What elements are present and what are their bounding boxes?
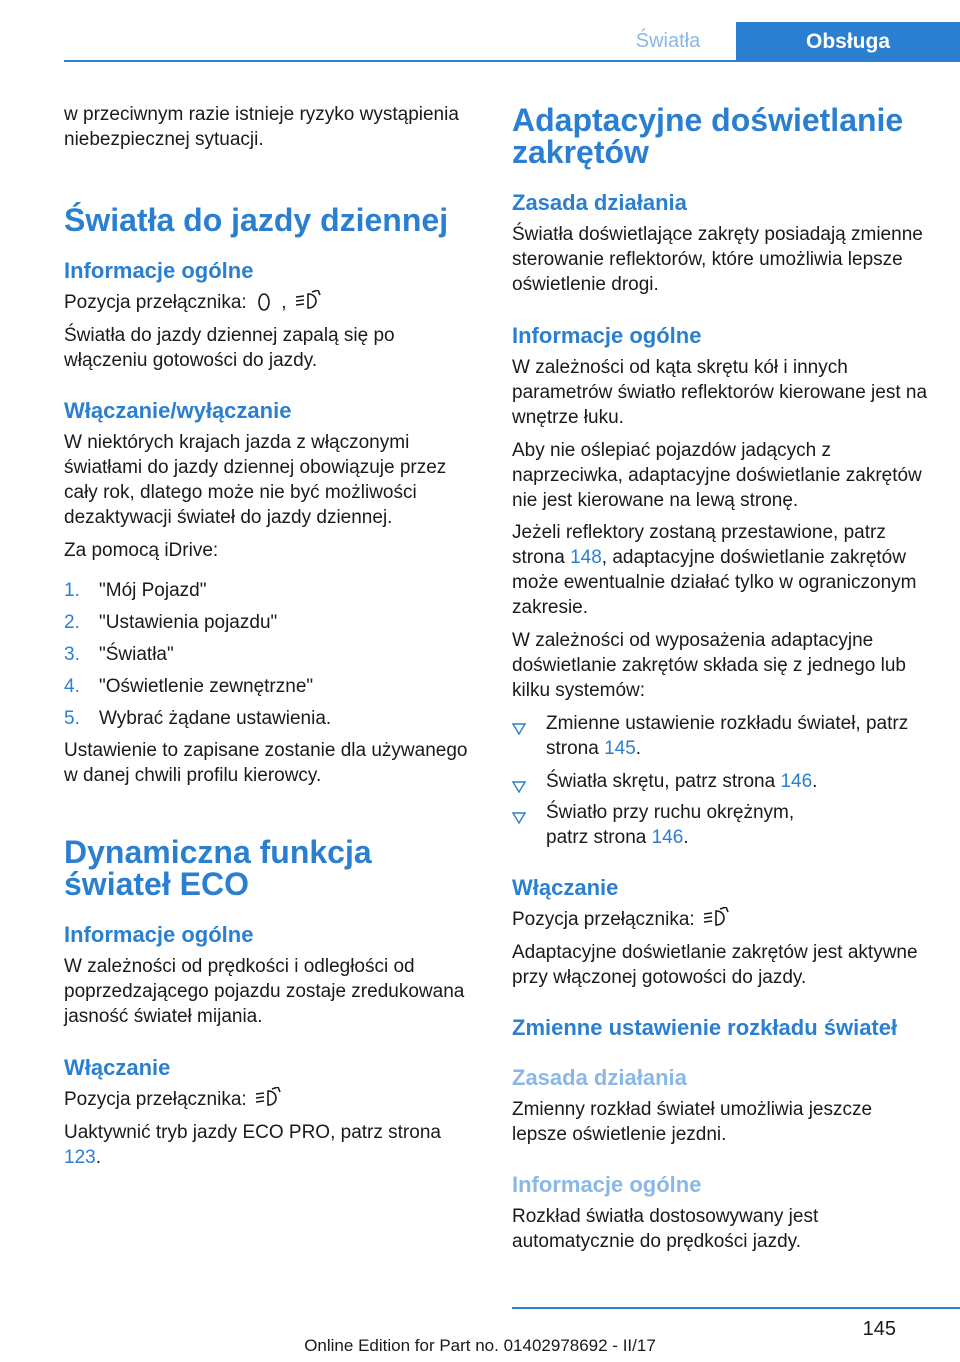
list-number: 2.: [64, 612, 80, 633]
eco-switch-position-line: [64, 1087, 478, 1116]
heading-switch-on: Włączanie: [512, 875, 619, 900]
vld-principle-text: Zmienny rozkład świateł umożliwia jeszcze lepsze oświetlenie jezdni.: [512, 1099, 873, 1145]
list-text: "Oświetlenie zewnętrzne": [99, 676, 314, 697]
acl-info-p1: W zależności od kąta skrętu kół i innych parametrów światło reflektorów kierowane jest na wnętrze łuku.: [512, 357, 928, 428]
switch-position-label: Pozycja przełącznika:: [64, 292, 247, 313]
list-number: 3.: [64, 644, 80, 665]
subheading-general-info: Informacje ogólne: [512, 1172, 702, 1197]
intro-text: w przeciwnym razie istnieje ryzyko wystąpienia niebezpiecznej sytuacji.: [64, 104, 459, 150]
acl-info-p4: W zależności od wyposażenia adaptacyjne doświetlanie zakrętów składa się z jednego lub kilku systemów:: [512, 630, 906, 701]
list-item: [512, 800, 822, 850]
idrive-intro: Za pomocą iDrive:: [64, 540, 219, 561]
page-link-123[interactable]: 123: [64, 1147, 96, 1168]
heading-on-off: Włączanie/wyłączanie: [64, 398, 292, 423]
page-link-146[interactable]: 146: [780, 771, 813, 792]
chapter-tab: Obsługa: [736, 22, 960, 62]
punct: .: [635, 738, 642, 759]
bullet-text: Światła skrętu, patrz strona: [546, 771, 776, 792]
list-number: 1.: [64, 580, 80, 601]
page-link-148[interactable]: 148: [570, 547, 602, 568]
punct: .: [95, 1147, 101, 1168]
light-switch-auto-icon: [702, 907, 730, 936]
eco-info-text: W zależności od prędkości i odległości od poprzedzającego pojazdu zostaje zredukowana jasność świateł mijania.: [64, 956, 465, 1027]
header-rule: [64, 60, 960, 62]
footer-rule: [512, 1307, 960, 1309]
list-number: 4.: [64, 676, 80, 697]
bullet-text: Zmienne ustawienie rozkładu świateł, patrz strona: [546, 713, 909, 759]
list-number: 5.: [64, 708, 80, 729]
list-text: "Światła": [99, 644, 174, 665]
light-switch-off-icon: [254, 292, 274, 319]
eco-activate-label: Uaktywnić tryb jazdy ECO PRO, patrz strona: [64, 1122, 441, 1143]
heading-principle: Zasada działania: [512, 190, 687, 215]
acl-info-p3-b: , adaptacyjne doświetlanie zakrętów może ewentualnie działać tylko w ograniczonym zakresie.: [512, 547, 917, 618]
heading-general-info: Informacje ogólne: [64, 922, 254, 947]
switch-position-label: Pozycja przełącznika:: [512, 909, 695, 930]
drl-description: Światła do jazdy dziennej zapalą się po włączeniu gotowości do jazdy.: [64, 325, 395, 371]
switch-position-line: [64, 290, 478, 319]
switch-position-label: Pozycja przełącznika:: [64, 1089, 247, 1110]
drl-on-off-text: W niektórych krajach jazda z włączonymi światłami do jazdy dziennej obowiązuje przez cały rok, dlatego może nie być możliwości dezaktywacji świateł do jazdy dziennej.: [64, 432, 447, 528]
acl-info-p3: [512, 520, 932, 620]
acl-principle-text: Światła doświetlające zakręty posiadają zmienne sterowanie reflektorów, które umożliwia lepsze oświetlenie drogi.: [512, 224, 923, 295]
heading-general-info: Informacje ogólne: [64, 258, 254, 283]
list-text: Wybrać żądane ustawienia.: [99, 708, 332, 729]
acl-info-p3-a: Jeżeli reflektory zostaną przestawione, patrz strona: [512, 522, 886, 568]
punct: .: [683, 827, 689, 848]
bullet-text: Światło przy ruchu okrężnym, patrz strona: [546, 802, 795, 848]
heading-switch-on: Włączanie: [64, 1055, 171, 1080]
vld-info-text: Rozkład światła dostosowywany jest automatycznie do prędkości jazdy.: [512, 1206, 819, 1252]
list-text: "Ustawienia pojazdu": [99, 612, 278, 633]
page-link-146[interactable]: 146: [651, 827, 684, 848]
list-text: "Mój Pojazd": [99, 580, 207, 601]
drl-saved-text: Ustawienie to zapisane zostanie dla używanego w danej chwili profilu kierowcy.: [64, 740, 468, 786]
page-link-145[interactable]: 145: [604, 738, 636, 759]
bullet-triangle-icon: [512, 806, 526, 831]
acl-on-text: Adaptacyjne doświetlanie zakrętów jest aktywne przy włączonej gotowości do jazdy.: [512, 942, 918, 988]
section-tab: Światła: [635, 30, 701, 52]
section-title-eco-lights: Dynamiczna funkcja świateł ECO: [64, 834, 372, 902]
page-number: 145: [862, 1318, 896, 1340]
light-switch-auto-icon: [294, 290, 322, 319]
list-item: [512, 711, 932, 761]
light-switch-auto-icon: [254, 1087, 282, 1116]
bullet-triangle-icon: [512, 717, 526, 742]
eco-activate-text: [64, 1120, 478, 1170]
bullet-triangle-icon: [512, 775, 526, 800]
switch-position-sep: ,: [281, 292, 287, 313]
heading-variable-light-distribution: Zmienne ustawienie rozkładu świateł: [512, 1015, 898, 1040]
edition-footer: Online Edition for Part no. 01402978692 - II/17: [304, 1336, 656, 1355]
acl-info-p2: Aby nie oślepiać pojazdów jadących z naprzeciwka, adaptacyjne doświetlanie zakrętów nie jest kierowane na lewą stronę.: [512, 440, 922, 511]
acl-switch-position-line: [512, 907, 932, 936]
section-title-daytime-lights: Światła do jazdy dziennej: [64, 202, 449, 238]
heading-general-info: Informacje ogólne: [512, 323, 702, 348]
punct: .: [812, 771, 818, 792]
section-title-adaptive-cornering: Adaptacyjne doświetlanie zakrętów: [512, 102, 904, 170]
subheading-principle: Zasada działania: [512, 1065, 687, 1090]
list-item: [512, 769, 932, 794]
